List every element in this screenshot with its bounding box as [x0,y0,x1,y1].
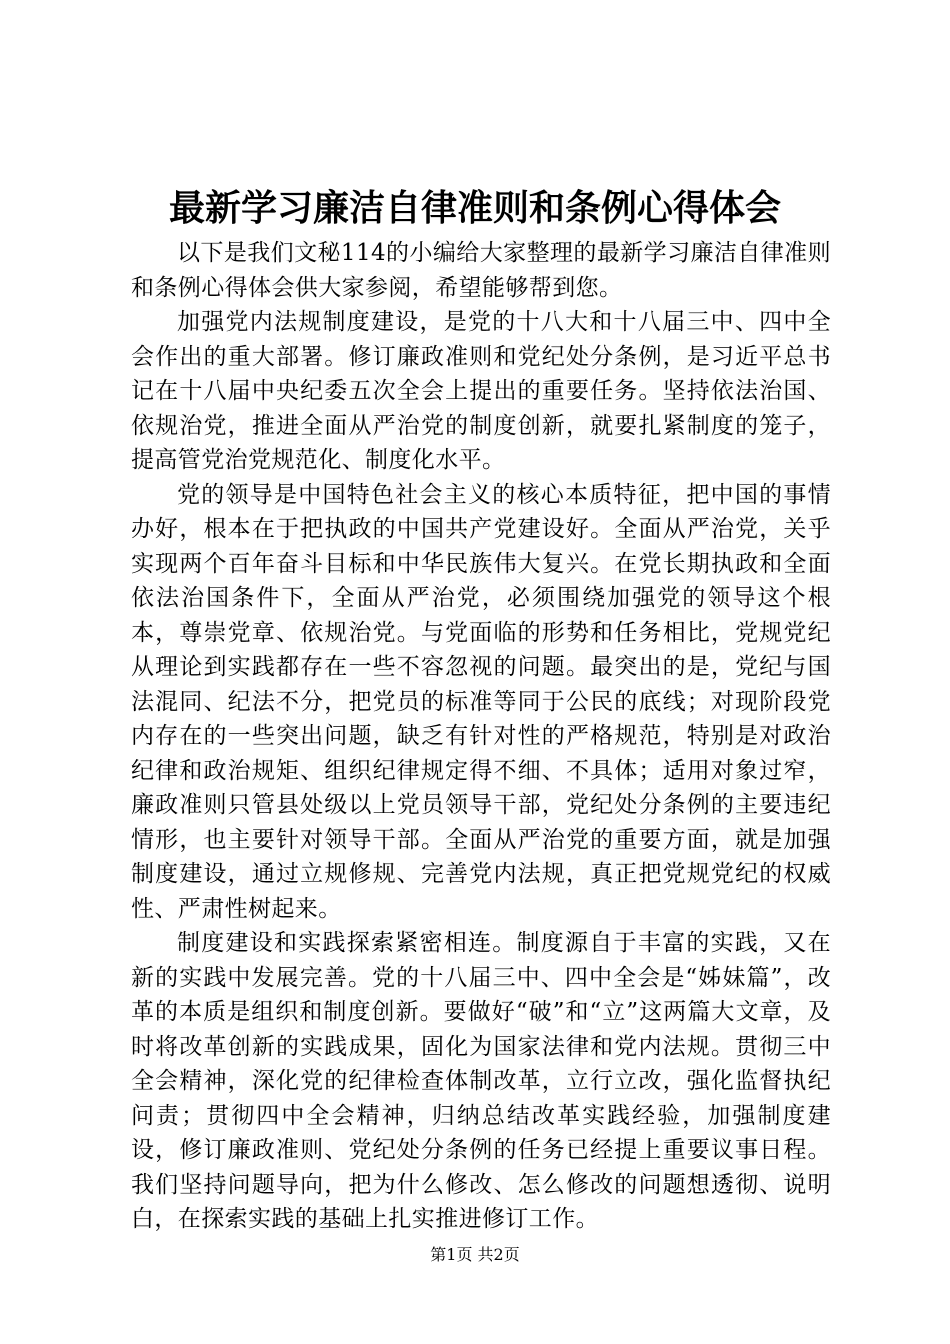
paragraph-1: 加强党内法规制度建设，是党的十八大和十八届三中、四中全会作出的重大部署。修订廉政准则和党纪处分条例，是习近平总书记在十八届中央纪委五次全会上提出的重要任务。坚持依法治国、依规治党，推进全面从严治党的制度创新，就要扎紧制度的笼子，提高管党治党规范化、制度化水平。 [131,309,831,473]
document-body [131,236,831,1237]
paragraph-2: 党的领导是中国特色社会主义的核心本质特征，把中国的事情办好，根本在于把执政的中国共产党建设好。全面从严治党，关乎实现两个百年奋斗目标和中华民族伟大复兴。在党长期执政和全面依法治国条件下，全面从严治党，必须围绕加强党的领导这个根本，尊崇党章、依规治党。与党面临的形势和任务相比，党规党纪从理论到实践都存在一些不容忽视的问题。最突出的是，党纪与国法混同、纪法不分，把党员的标准等同于公民的底线；对现阶段党内存在的一些突出问题，缺乏有针对性的严格规范，特别是对政治纪律和政治规矩、组织纪律规定得不细、不具体；适用对象过窄，廉政准则只管县处级以上党员领导干部，党纪处分条例的主要违纪情形，也主要针对领导干部。全面从严治党的重要方面，就是加强制度建设，通过立规修规、完善党内法规，真正把党规党纪的权威性、严肃性树起来。 [131,481,831,922]
paragraph-3: 制度建设和实践探索紧密相连。制度源自于丰富的实践，又在新的实践中发展完善。党的十八届三中、四中全会是“姊妹篇”，改革的本质是组织和制度创新。要做好“破”和“立”这两篇大文章，及时将改革创新的实践成果，固化为国家法律和党内法规。贯彻三中全会精神，深化党的纪律检查体制改革，立行立改，强化监督执纪问责；贯彻四中全会精神，归纳总结改革实践经验，加强制度建设，修订廉政准则、党纪处分条例的任务已经提上重要议事日程。我们坚持问题导向，把为什么修改、怎么修改的问题想透彻、说明白，在探索实践的基础上扎实推进修订工作。 [131,930,831,1232]
paragraph-intro: 以下是我们文秘114的小编给大家整理的最新学习廉洁自律准则和条例心得体会供大家参阅，希望能够帮到您。 [131,240,831,301]
document-title: 最新学习廉洁自律准则和条例心得体会 [168,187,781,229]
page-number-footer: 第1页 共2页 [430,1245,520,1264]
